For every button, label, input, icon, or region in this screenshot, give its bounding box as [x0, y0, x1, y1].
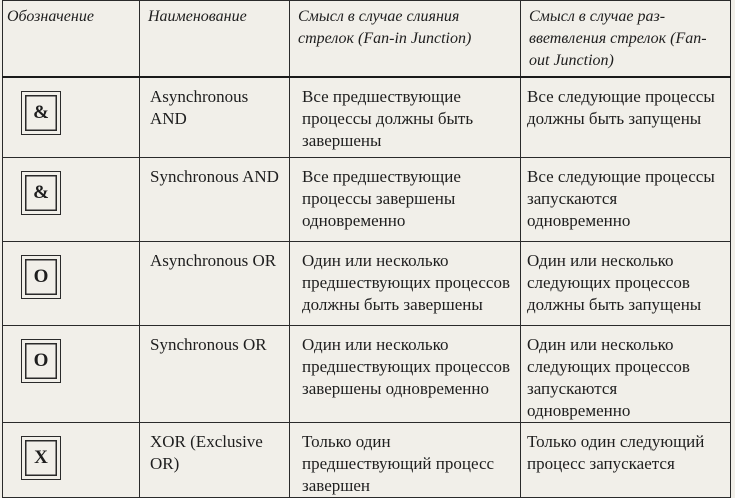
header-name: Наименование [140, 1, 290, 78]
fanin-meaning: Все предшествующие процессы должны быть завершены [290, 77, 521, 157]
junction-name: Asynchronous OR [140, 241, 290, 325]
fanin-meaning: Один или несколько предшествующих процессов завершены одновременно [290, 325, 521, 422]
junction-types-table [2, 0, 731, 498]
table-row [3, 241, 731, 325]
fanout-meaning: Один или несколько следующих процессов запускаются одновременно [521, 325, 731, 422]
junction-name: XOR (Exclusive OR) [140, 422, 290, 497]
fanout-meaning: Один или несколько следующих процессов должны быть запущены [521, 241, 731, 325]
junction-symbol: & [21, 91, 61, 135]
junction-symbol: & [21, 171, 61, 215]
fanout-meaning: Все следующие процессы запускаются одновременно [521, 157, 731, 241]
junction-symbol: X [21, 436, 61, 480]
table-row [3, 325, 731, 422]
header-symbol: Обозначение [3, 1, 140, 78]
junction-name: Synchronous OR [140, 325, 290, 422]
fanin-meaning: Все предшествующие процессы завершены одновременно [290, 157, 521, 241]
fanin-meaning: Только один предшествующий процесс завершен [290, 422, 521, 497]
fanout-meaning: Только один следующий процесс запускается [521, 422, 731, 497]
table-row [3, 422, 731, 497]
table-header-row [3, 1, 731, 78]
junction-name: Asynchronous AND [140, 77, 290, 157]
junction-symbol: O [21, 339, 61, 383]
header-fanout: Смысл в случае раз-вветвления стрелок (Fan-out Junction) [521, 1, 731, 78]
header-fanin: Смысл в случае слияния стрелок (Fan-in Junction) [290, 1, 521, 78]
fanin-meaning: Один или несколько предшествующих процессов должны быть завершены [290, 241, 521, 325]
junction-name: Synchronous AND [140, 157, 290, 241]
junction-symbol: O [21, 255, 61, 299]
table-row [3, 157, 731, 241]
table-row [3, 77, 731, 157]
fanout-meaning: Все следующие процессы должны быть запущены [521, 77, 731, 157]
